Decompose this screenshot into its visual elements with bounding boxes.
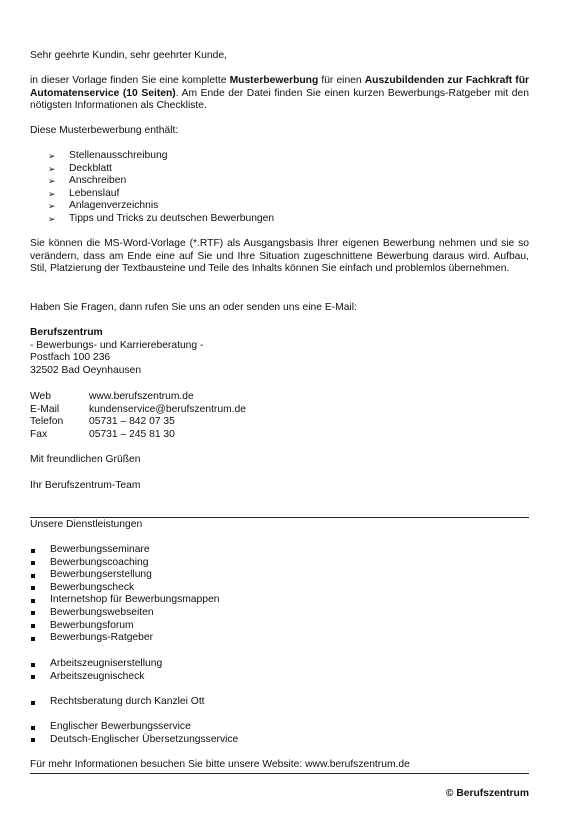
service-item-label: Arbeitszeugnischeck bbox=[50, 670, 145, 682]
contact-row bbox=[30, 416, 529, 429]
arrow-bullet-icon: ➢ bbox=[48, 213, 56, 224]
intro-text-3: . Am Ende der Datei finden Sie einen kurzen Bewerbungs-Ratgeber mit den nötigsten Informationen als Checkliste. bbox=[30, 87, 529, 112]
intro-paragraph bbox=[30, 75, 529, 113]
list-item-label: Stellenausschreibung bbox=[69, 150, 168, 161]
contact-label: Fax bbox=[30, 428, 48, 440]
contact-row bbox=[30, 429, 529, 442]
services-list-3 bbox=[30, 696, 529, 709]
service-item-label: Rechtsberatung durch Kanzlei Ott bbox=[50, 696, 205, 707]
service-item-label: Bewerbungserstellung bbox=[50, 569, 152, 581]
city: 32502 Bad Oeynhausen bbox=[30, 364, 142, 376]
square-bullet-icon bbox=[31, 663, 35, 667]
service-item-label: Englischer Bewerbungsservice bbox=[50, 721, 191, 732]
intro-bold-musterbewerbung: Musterbewerbung bbox=[229, 75, 319, 86]
list-item-label: Anschreiben bbox=[69, 175, 127, 187]
square-bullet-icon bbox=[31, 611, 35, 615]
closing: Mit freundlichen Grüßen bbox=[30, 454, 141, 465]
list-item bbox=[30, 200, 529, 213]
services-list-1 bbox=[30, 544, 529, 645]
service-item bbox=[30, 582, 529, 595]
contact-label: Web bbox=[30, 391, 51, 402]
usage-paragraph: Sie können die MS-Word-Vorlage (*.RTF) als Ausgangsbasis Ihrer eigenen Bewerbung nehmen und sie so verändern, dass am Ende eine auf Sie und Ihre Situation zugeschnittene Bewerbung daraus wird. Aufbau, Stil, Platzierung der Textbausteine und Teile des Inhalts können Sie einfach und problemlos übernehmen. bbox=[30, 238, 529, 275]
service-item bbox=[30, 557, 529, 570]
service-item bbox=[30, 607, 529, 620]
list-item-label: Anlagenverzeichnis bbox=[69, 200, 159, 212]
contains-list bbox=[30, 150, 529, 226]
service-item bbox=[30, 594, 529, 607]
company-subtitle: - Bewerbungs- und Karriereberatung - bbox=[30, 339, 204, 351]
service-item-label: Bewerbungs-Ratgeber bbox=[50, 632, 154, 644]
contact-value: 05731 – 842 07 35 bbox=[89, 416, 175, 428]
list-item-label: Tipps und Tricks zu deutschen Bewerbungen bbox=[69, 212, 275, 224]
service-item-label: Deutsch-Englischer Übersetzungsservice bbox=[50, 733, 239, 745]
arrow-bullet-icon: ➢ bbox=[48, 188, 56, 199]
more-info-text: Für mehr Informationen besuchen Sie bitte unsere Website: www.berufszentrum.de bbox=[30, 759, 410, 770]
copyright: © Berufszentrum bbox=[445, 788, 529, 799]
square-bullet-icon bbox=[31, 726, 35, 730]
square-bullet-icon bbox=[31, 701, 35, 705]
arrow-bullet-icon: ➢ bbox=[48, 201, 56, 212]
contact-value: 05731 – 245 81 30 bbox=[89, 428, 175, 440]
divider-top bbox=[30, 517, 529, 518]
square-bullet-icon bbox=[31, 738, 35, 742]
service-item bbox=[30, 734, 529, 747]
list-item bbox=[30, 150, 529, 163]
square-bullet-icon bbox=[31, 549, 35, 553]
service-item bbox=[30, 569, 529, 582]
service-item bbox=[30, 544, 529, 557]
services-heading: Unsere Dienstleistungen bbox=[30, 519, 143, 530]
list-item-label: Lebenslauf bbox=[69, 187, 120, 199]
postbox: Postfach 100 236 bbox=[30, 352, 111, 364]
salutation: Sehr geehrte Kundin, sehr geehrter Kunde, bbox=[30, 50, 227, 61]
contact-value: www.berufszentrum.de bbox=[89, 391, 194, 402]
intro-text-1: in dieser Vorlage finden Sie eine komplette bbox=[30, 75, 230, 86]
square-bullet-icon bbox=[31, 637, 35, 641]
square-bullet-icon bbox=[31, 624, 35, 628]
service-item-label: Internetshop für Bewerbungsmappen bbox=[50, 594, 220, 606]
service-item bbox=[30, 721, 529, 734]
contact-row bbox=[30, 404, 529, 417]
arrow-bullet-icon: ➢ bbox=[48, 163, 56, 174]
questions-text: Haben Sie Fragen, dann rufen Sie uns an oder senden uns eine E-Mail: bbox=[30, 302, 357, 313]
list-item-label: Deckblatt bbox=[69, 162, 112, 174]
square-bullet-icon bbox=[31, 561, 35, 565]
service-item-label: Bewerbungscoaching bbox=[50, 556, 149, 568]
divider-bottom bbox=[30, 773, 529, 774]
arrow-bullet-icon: ➢ bbox=[48, 176, 56, 187]
intro-text-2: für einen bbox=[318, 75, 365, 86]
service-item bbox=[30, 671, 529, 684]
service-item-label: Bewerbungsforum bbox=[50, 619, 134, 631]
intro-bold-job-title: Auszubildenden zur Fachkraft für Automatenservice (10 Seiten) bbox=[30, 75, 529, 99]
square-bullet-icon bbox=[31, 675, 35, 679]
square-bullet-icon bbox=[31, 586, 35, 590]
signature: Ihr Berufszentrum-Team bbox=[30, 480, 141, 491]
service-item-label: Bewerbungscheck bbox=[50, 581, 135, 593]
services-list-4 bbox=[30, 721, 529, 746]
contact-label: E-Mail bbox=[30, 403, 60, 415]
service-item bbox=[30, 620, 529, 633]
contact-block bbox=[30, 391, 529, 441]
list-item bbox=[30, 163, 529, 176]
contains-heading: Diese Musterbewerbung enthält: bbox=[30, 125, 179, 136]
service-item-label: Bewerbungswebseiten bbox=[50, 606, 154, 618]
list-item bbox=[30, 188, 529, 201]
service-item bbox=[30, 632, 529, 645]
address-block bbox=[30, 327, 529, 377]
list-item bbox=[30, 213, 529, 226]
square-bullet-icon bbox=[31, 574, 35, 578]
list-item bbox=[30, 175, 529, 188]
service-item-label: Bewerbungsseminare bbox=[50, 544, 150, 555]
contact-row bbox=[30, 391, 529, 404]
contact-value: kundenservice@berufszentrum.de bbox=[89, 403, 246, 415]
arrow-bullet-icon: ➢ bbox=[48, 151, 56, 161]
service-item-label: Arbeitszeugniserstellung bbox=[50, 658, 163, 669]
services-list-2 bbox=[30, 658, 529, 683]
service-item bbox=[30, 658, 529, 671]
square-bullet-icon bbox=[31, 599, 35, 603]
service-item bbox=[30, 696, 529, 709]
company-name: Berufszentrum bbox=[30, 327, 103, 338]
contact-label: Telefon bbox=[30, 416, 64, 428]
